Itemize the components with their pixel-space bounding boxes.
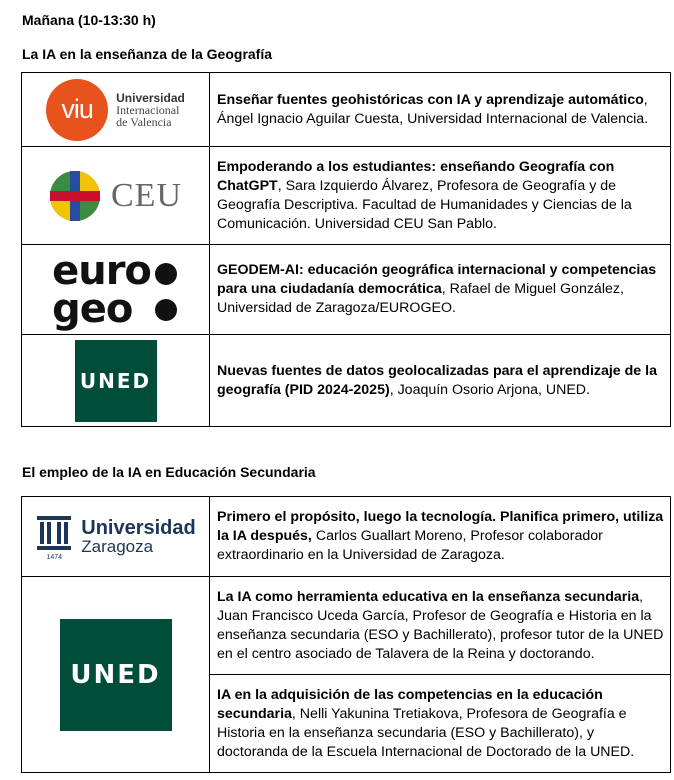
talk-speaker: , Joaquín Osorio Arjona, UNED. — [389, 381, 590, 398]
unizar-logo — [22, 512, 209, 561]
talk-speaker: , Sara Izquierdo Álvarez, Profesora de Geografía y de Geografía Descriptiva. Facultad de Humanidades y Ciencias de la Comunicación. Universidad CEU San Pablo. — [217, 177, 632, 232]
talk-title: Primero el propósito, luego la tecnología. Planifica primero, utiliza la IA después, — [217, 509, 664, 544]
table-row — [22, 335, 671, 427]
ceu-shield-icon — [49, 170, 101, 222]
talk-title: GEODEM-AI: educación geográfica internacional y competencias para una ciudadanía democrática — [217, 262, 657, 297]
session-title: Mañana (10-13:30 h) — [22, 12, 156, 28]
talk-description — [210, 147, 671, 245]
logo-cell — [22, 245, 210, 335]
section-title-secundaria: El empleo de la IA en Educación Secundaria — [22, 464, 316, 480]
program-table-geografia — [21, 72, 671, 427]
talk-speaker: , Nelli Yakunina Tretiakova, Profesora de Geografía e Historia en la enseñanza secundaria (ESO y Bachillerato), y doctoranda de la Escuela Internacional de Doctorado de la UNED. — [217, 705, 635, 760]
uned-logo: UNED — [75, 340, 157, 422]
talk-description — [210, 675, 671, 773]
talk-description — [210, 245, 671, 335]
talk-title: Nuevas fuentes de datos geolocalizadas para el aprendizaje de la geografía (PID 2024-2025) — [217, 362, 657, 398]
eurogeo-logo — [22, 247, 209, 332]
talk-description — [210, 335, 671, 427]
table-row — [22, 147, 671, 245]
unizar-logo-line1: Universidad — [81, 516, 196, 539]
logo-cell — [22, 577, 210, 773]
eurogeo-logo-line2: geo — [52, 285, 133, 332]
viu-logo-line3: de Valencia — [116, 114, 172, 129]
viu-logo-mark: viu — [46, 79, 108, 141]
talk-description — [210, 577, 671, 675]
talk-title: Empoderando a los estudiantes: enseñando Geografía con ChatGPT — [217, 158, 615, 194]
logo-cell — [22, 497, 210, 577]
table-row — [22, 73, 671, 147]
unizar-building-icon — [35, 512, 73, 558]
table-row — [22, 577, 671, 675]
talk-speaker: Carlos Guallart Moreno, Profesor colaborador extraordinario en la Universidad de Zaragoza. — [217, 528, 603, 563]
ceu-logo — [22, 170, 209, 222]
eurogeo-logo-line1: euro — [52, 247, 151, 294]
talk-title: La IA como herramienta educativa en la enseñanza secundaria — [217, 588, 640, 605]
section-title-geografia: La IA en la enseñanza de la Geografía — [22, 46, 273, 62]
talk-description — [210, 73, 671, 147]
viu-logo-line1: Universidad — [116, 90, 185, 105]
logo-cell — [22, 335, 210, 427]
logo-cell — [22, 73, 210, 147]
talk-title: Enseñar fuentes geohistóricas con IA y aprendizaje automático — [217, 91, 644, 108]
viu-logo-line2: Internacional — [116, 102, 180, 117]
program-table-secundaria — [21, 496, 671, 773]
talk-speaker: , Juan Francisco Uceda García, Profesor de Geografía e Historia en la enseñanza secundaria (ESO y Bachillerato), profesor tutor de la UNED en el centro asociado de Talavera de la Reina y doctorando. — [217, 588, 664, 662]
table-row — [22, 245, 671, 335]
uned-logo: UNED — [60, 619, 172, 731]
talk-description — [210, 497, 671, 577]
eurogeo-dots-icon — [153, 252, 179, 328]
viu-logo — [22, 79, 209, 141]
unizar-logo-line2: Zaragoza — [81, 536, 154, 556]
unizar-logo-year: 1474 — [46, 554, 63, 561]
logo-cell — [22, 147, 210, 245]
talk-speaker: , Ángel Ignacio Aguilar Cuesta, Universidad Internacional de Valencia. — [217, 91, 649, 127]
talk-title: IA en la adquisición de las competencias en la educación secundaria — [217, 686, 603, 722]
ceu-logo-text: CEU — [111, 176, 182, 214]
talk-speaker: , Rafael de Miguel González, Universidad de Zaragoza/EUROGEO. — [217, 281, 624, 316]
table-row — [22, 497, 671, 577]
